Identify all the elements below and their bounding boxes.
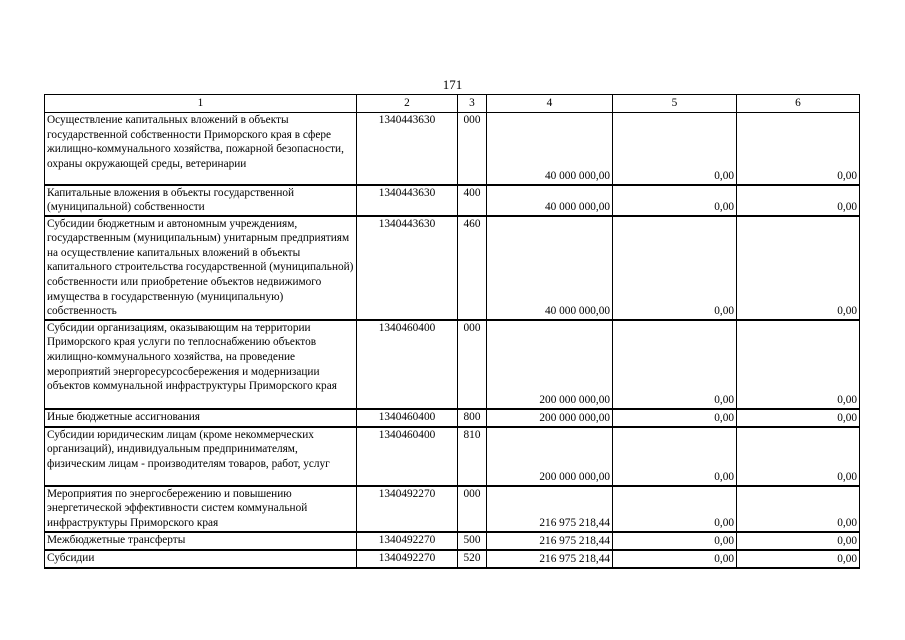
row-type: 500 <box>458 532 487 550</box>
row-type: 000 <box>458 486 487 532</box>
row-name: Субсидии организациям, оказывающим на территории Приморского края услуги по теплоснабжению объектов жилищно-коммунального хозяйства, на проведение мероприятий энергоресурсосбережения и модернизации объектов коммунальной инфраструктуры Приморского края <box>45 320 357 409</box>
row-type: 000 <box>458 113 487 185</box>
table-row <box>45 532 860 550</box>
row-value-5: 0,00 <box>613 427 737 486</box>
row-code: 1340492270 <box>357 486 458 532</box>
row-value-6: 0,00 <box>737 113 860 185</box>
row-name: Осуществление капитальных вложений в объекты государственной собственности Приморского края в сфере жилищно-коммунального хозяйства, пожарной безопасности, охраны окружающей среды, ветеринарии <box>45 113 357 185</box>
table-row <box>45 486 860 532</box>
row-value-4: 200 000 000,00 <box>487 427 613 486</box>
header-cell-5: 5 <box>613 95 737 113</box>
header-cell-6: 6 <box>737 95 860 113</box>
row-code: 1340492270 <box>357 532 458 550</box>
row-code: 1340460400 <box>357 427 458 486</box>
row-value-4: 200 000 000,00 <box>487 409 613 427</box>
row-type: 000 <box>458 320 487 409</box>
header-cell-3: 3 <box>458 95 487 113</box>
header-row <box>45 95 860 113</box>
row-type: 400 <box>458 185 487 216</box>
row-code: 1340460400 <box>357 409 458 427</box>
row-type: 520 <box>458 550 487 568</box>
row-value-5: 0,00 <box>613 320 737 409</box>
row-value-5: 0,00 <box>613 185 737 216</box>
row-code: 1340443630 <box>357 216 458 320</box>
table-row <box>45 216 860 320</box>
table-row <box>45 185 860 216</box>
row-value-5: 0,00 <box>613 532 737 550</box>
row-name: Капитальные вложения в объекты государственной (муниципальной) собственности <box>45 185 357 216</box>
row-code: 1340443630 <box>357 185 458 216</box>
table-row <box>45 550 860 568</box>
row-value-4: 216 975 218,44 <box>487 550 613 568</box>
row-value-6: 0,00 <box>737 486 860 532</box>
row-type: 810 <box>458 427 487 486</box>
row-name: Мероприятия по энергосбережению и повышению энергетической эффективности систем коммунальной инфраструктуры Приморского края <box>45 486 357 532</box>
row-code: 1340443630 <box>357 113 458 185</box>
page-number: 171 <box>442 77 463 92</box>
row-name: Субсидии бюджетным и автономным учреждениям, государственным (муниципальным) унитарным предприятиям на осуществление капитальных вложений в объекты капитального строительства государственной (муниципальной) собственности или приобретение объектов недвижимого имущества в государственную (муниципальную) собственность <box>45 216 357 320</box>
row-value-4: 40 000 000,00 <box>487 216 613 320</box>
row-type: 460 <box>458 216 487 320</box>
row-value-6: 0,00 <box>737 409 860 427</box>
row-value-4: 40 000 000,00 <box>487 113 613 185</box>
table-row <box>45 113 860 185</box>
header-cell-2: 2 <box>357 95 458 113</box>
table-row <box>45 409 860 427</box>
row-code: 1340460400 <box>357 320 458 409</box>
row-value-5: 0,00 <box>613 486 737 532</box>
row-value-6: 0,00 <box>737 185 860 216</box>
row-code: 1340492270 <box>357 550 458 568</box>
row-value-6: 0,00 <box>737 427 860 486</box>
row-value-4: 216 975 218,44 <box>487 486 613 532</box>
row-value-6: 0,00 <box>737 532 860 550</box>
row-value-5: 0,00 <box>613 409 737 427</box>
header-cell-1: 1 <box>45 95 357 113</box>
row-name: Субсидии юридическим лицам (кроме некоммерческих организаций), индивидуальным предпринимателям, физическим лицам - производителям товаров, работ, услуг <box>45 427 357 486</box>
budget-table <box>44 94 860 569</box>
row-name: Межбюджетные трансферты <box>45 532 357 550</box>
table-row <box>45 427 860 486</box>
row-value-6: 0,00 <box>737 550 860 568</box>
header-cell-4: 4 <box>487 95 613 113</box>
row-value-5: 0,00 <box>613 113 737 185</box>
table-row <box>45 320 860 409</box>
row-name: Субсидии <box>45 550 357 568</box>
row-name: Иные бюджетные ассигнования <box>45 409 357 427</box>
row-value-5: 0,00 <box>613 550 737 568</box>
row-value-5: 0,00 <box>613 216 737 320</box>
row-value-6: 0,00 <box>737 320 860 409</box>
row-value-4: 216 975 218,44 <box>487 532 613 550</box>
row-value-6: 0,00 <box>737 216 860 320</box>
row-value-4: 40 000 000,00 <box>487 185 613 216</box>
row-type: 800 <box>458 409 487 427</box>
row-value-4: 200 000 000,00 <box>487 320 613 409</box>
